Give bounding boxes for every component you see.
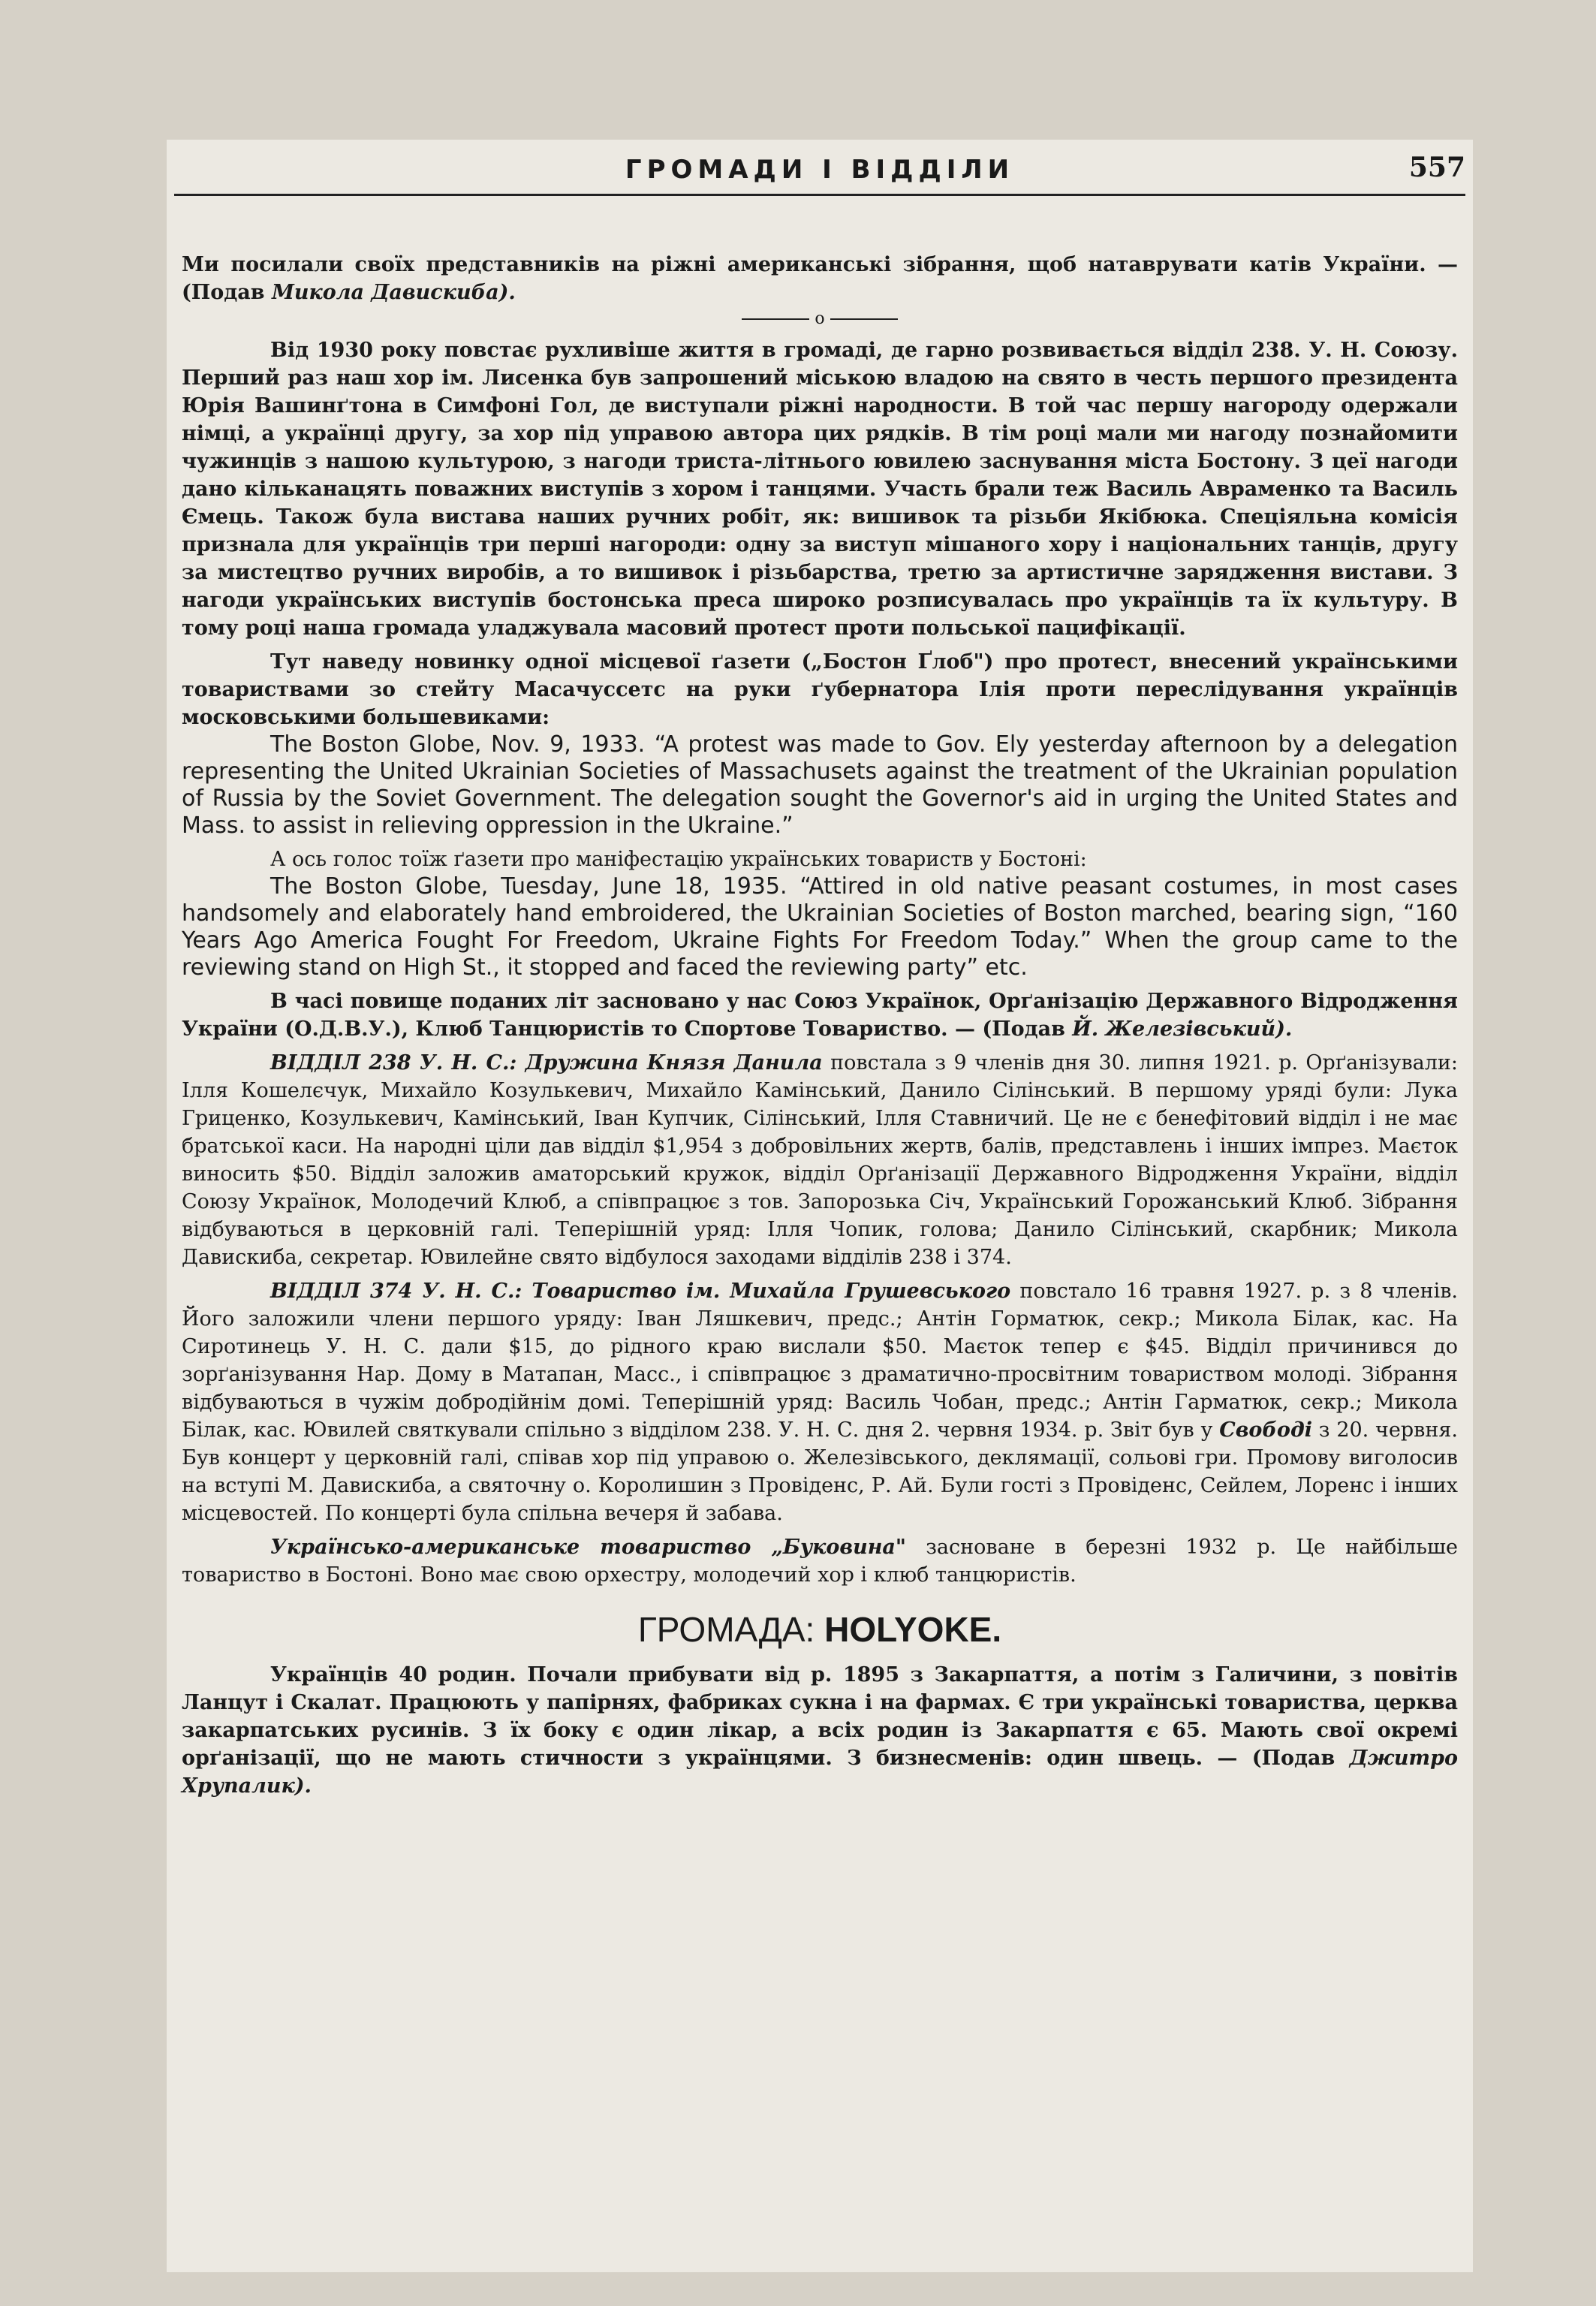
separator xyxy=(182,308,1458,330)
branch-374-heading: ВІДДІЛ 374 У. Н. С.: Товариство ім. Михайла Грушевського xyxy=(270,1280,1011,1303)
article-body xyxy=(182,251,1458,1800)
quote-boston-globe-1935: The Boston Globe, Tuesday, June 18, 1935. “Attired in old native peasant costumes, in most cases handsomely and elaborately hand embroidered, the Ukrainian Societies of Boston marched, bearing sign, “160 Years Ago America Fought For Freedom, Ukraine Fights For Freedom Today.” When the group came to the reviewing stand on High St., it stopped and faced the reviewing party” etc. xyxy=(182,873,1458,981)
paragraph-1930: Від 1930 року повстає рухливіше життя в громаді, де гарно розвивається відділ 238. У. Н. Союзу. Перший раз наш хор ім. Лисенка був запрошений міською владою на свято в честь першого президента Юрія Вашинґтона в Симфоні Гол, де виступали ріжні народности. В той час першу нагороду одержали німці, а українці другу, за хор під управою автора цих рядків. В тім році мали ми нагоду познайомити чужинців з нашою культурою, з нагоди триста-літнього ювилею заснування міста Бостону. З цеї нагоди дано кільканацять поважних виступів з хором і танцями. Участь брали теж Василь Авраменко та Василь Ємець. Також була вистава наших ручних робіт, як: вишивок та різьби Якібюка. Спеціяльна комісія признала для українців три перші нагороди: одну за виступ мішаного хору і національних танців, другу за мистецтво ручних виробів, а то вишивок і різьбарства, третю за артистичне зарядження вистави. З нагоди українських виступів бостонська преса широко розписувалась про українців та їх культуру. В тому році наша громада уладжувала масовий протест проти польської пацифікації. xyxy=(182,339,1458,640)
paragraph-branch-374 xyxy=(182,1277,1458,1527)
paragraph-holyoke xyxy=(182,1661,1458,1800)
author-credit: Микола Давискиба). xyxy=(271,281,516,304)
separator-line-left xyxy=(742,318,809,320)
paragraph-branch-238 xyxy=(182,1049,1458,1271)
header-title: ГРОМАДИ І ВІДДІЛИ xyxy=(625,155,1015,185)
society-name: Українсько-американське товариство „Буковина" xyxy=(270,1536,906,1559)
paragraph-bukovyna xyxy=(182,1533,1458,1589)
paragraph-text: В часі повище поданих літ засновано у нас Союз Українок, Орґанізацію Державного Відродження України (О.Д.В.У.), Клюб Танцюристів то Спортове Товариство. — (Подав xyxy=(182,990,1458,1041)
page xyxy=(167,140,1473,2272)
paragraph-text: Ми посилали своїх представників на ріжні американські зібрання, щоб натаврувати катів України. — (Подав xyxy=(182,253,1458,304)
section-heading xyxy=(182,1608,1458,1650)
running-header xyxy=(174,152,1465,196)
paragraph-manifestation-intro: А ось голос тоїж ґазети про маніфестацію українських товариств у Бостоні: xyxy=(270,848,1087,871)
section-place: HOLYOKE. xyxy=(824,1610,1002,1649)
paragraph-text: повстала з 9 членів дня 30. липня 1921. р. Орґанізували: Ілля Кошелєчук, Михайло Козулькевич, Михайло Камінський, Данило Сілінський. В першому уряді були: Лука Гриценко, Козулькевич, Камінський, Іван Купчик, Сілінський, Ілля Ставничий. Це не є бенефітовий відділ і не має братської каси. На народні ціли дав відділ $1,954 з добровільних жертв, балів, представлень і інших імпрез. Маєток виносить $50. Відділ заложив аматорський кружок, відділ Орґанізації Державного Відродження України, відділ Союзу Українок, Молодечий Клюб, а співпрацює з тов. Запорозька Січ, Український Горожанський Клюб. Зібрання відбуваються в церковній галі. Теперішній уряд: Ілля Чопик, голова; Данило Сілінський, скарбник; Микола Давискиба, секретар. Ювилейне свято відбулося заходами відділів 238 і 374. xyxy=(182,1051,1458,1269)
paragraph-delegates xyxy=(182,251,1458,306)
newspaper-name: Свободі xyxy=(1219,1418,1312,1442)
paragraph-boston-globe-intro: Тут наведу новинку одної місцевої ґазети („Бостон Ґлоб") про протест, внесений українськими товариствами зо стейту Масачуссетс на руки ґубернатора Ілія проти переслідування українців московськими большевиками: xyxy=(182,650,1458,729)
paragraph-text: Українців 40 родин. Почали прибувати від р. 1895 з Закарпаття, а потім з Галичини, з повітів Ланцут і Скалат. Працюють у папірнях, фабриках сукна і на фармах. Є три українські товариства, церква закарпатських русинів. З їх боку є один лікар, а всіх родин із Закарпаття є 65. Мають свої окремі орґанізації, що не мають стичности з українцями. З бизнесменів: один швець. — (Подав xyxy=(182,1663,1458,1770)
paragraph-text: повстало 16 травня 1927. р. з 8 членів. Його заложили члени першого уряду: Іван Ляшкевич, предс.; Антін Горматюк, секр.; Микола Білак, кас. На Сиротинець У. Н. С. дали $15, до рідного краю вислали $50. Маєток тепер є $45. Відділ причинився до зорґанізування Нар. Дому в Матапан, Масс., і співпрацює з драматично-просвітним товариством молоді. Зібрання відбуваються в чужім добродійнім домі. Теперішній уряд: Василь Чобан, предс.; Антін Гарматюк, секр.; Микола Білак, кас. Ювилей святкували спільно з відділом 238. У. Н. С. дня 2. червня 1934. р. Звіт був у xyxy=(182,1280,1458,1442)
separator-line-right xyxy=(830,318,898,320)
section-prefix: ГРОМАДА: xyxy=(637,1610,825,1649)
paragraph-organizations xyxy=(182,987,1458,1043)
page-number: 557 xyxy=(1408,152,1465,183)
branch-238-heading: ВІДДІЛ 238 У. Н. С.: Дружина Князя Данила xyxy=(270,1051,823,1075)
author-credit: Й. Железівський). xyxy=(1072,1017,1293,1041)
paragraph-text: з 20. червня. Був концерт у церковній галі, співав хор під управою о. Железівського, деклямації, сольові гри. Промову виголосив на вступі М. Давискиба, а святочну о. Королишин з Провіденс, Р. Ай. Були гості з Провіденс, Сейлем, Лоренс і інших місцевостей. По концерті була спільна вечеря й забава. xyxy=(182,1418,1458,1525)
separator-mark: o xyxy=(815,309,825,328)
paragraph-text: засноване в березні 1932 р. Це найбільше товариство в Бостоні. Воно має свою орхестру, молодечий хор і клюб танцюристів. xyxy=(182,1536,1458,1587)
author-credit: Джитро Хрупалик). xyxy=(182,1747,1458,1798)
quote-boston-globe-1933: The Boston Globe, Nov. 9, 1933. “A protest was made to Gov. Ely yesterday afternoon by a delegation representing the United Ukrainian Societies of Massachusets against the treatment of the Ukrainian population of Russia by the Soviet Government. The delegation sought the Governor's aid in urging the United States and Mass. to assist in relieving oppression in the Ukraine.” xyxy=(182,731,1458,839)
